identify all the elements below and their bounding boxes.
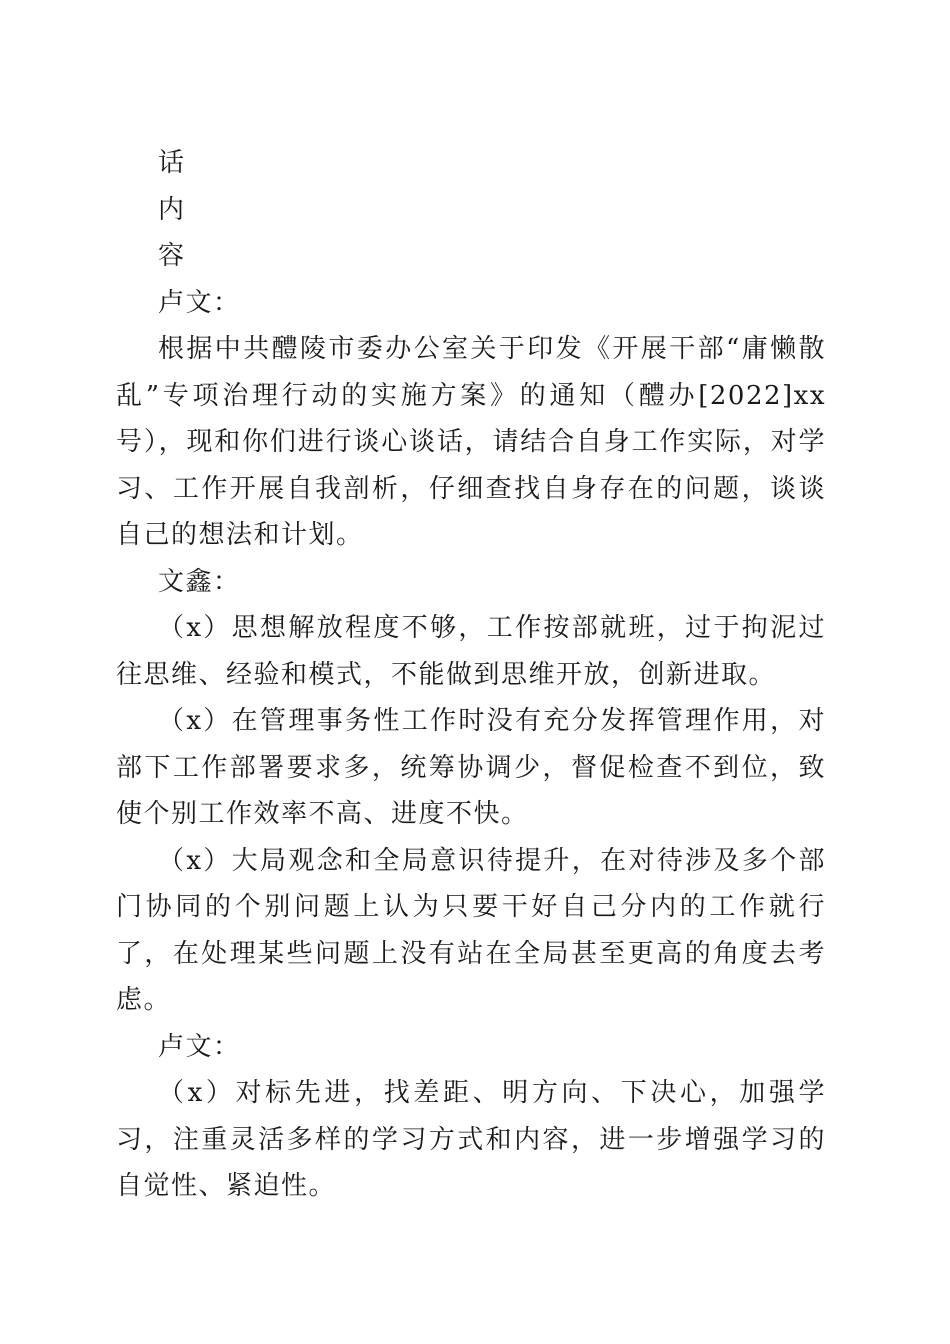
- speaker-label: 卢文：: [158, 1031, 241, 1062]
- document-body: [116, 140, 826, 1210]
- vertical-title-char: 话: [158, 148, 186, 178]
- vertical-title-char: 容: [158, 241, 186, 271]
- paragraph: （x）对标先进，找差距、明方向、下决心，加强学习，注重灵活多样的学习方式和内容，进一步增强学习的自觉性、紧迫性。: [116, 1078, 826, 1201]
- paragraph: 根据中共醴陵市委办公室关于印发《开展干部“庸懒散乱”专项治理行动的实施方案》的通知（醴办[2022]xx号），现和你们进行谈心谈话，请结合自身工作实际，对学习、工作开展自我剖析，仔细查找自身存在的问题，谈谈自己的想法和计划。: [116, 334, 826, 550]
- speaker-label: 卢文：: [158, 287, 241, 318]
- paragraph: （x）思想解放程度不够，工作按部就班，过于拘泥过往思维、经验和模式，不能做到思维开放，创新进取。: [116, 613, 826, 690]
- paragraph: （x）在管理事务性工作时没有充分发挥管理作用，对部下工作部署要求多，统筹协调少，督促检查不到位，致使个别工作效率不高、进度不快。: [116, 706, 826, 829]
- vertical-title-char: 内: [158, 194, 186, 225]
- paragraph: （x）大局观念和全局意识待提升，在对待涉及多个部门协同的个别问题上认为只要干好自己分内的工作就行了，在处理某些问题上没有站在全局甚至更高的角度去考虑。: [116, 845, 826, 1015]
- speaker-label: 文鑫：: [158, 566, 241, 597]
